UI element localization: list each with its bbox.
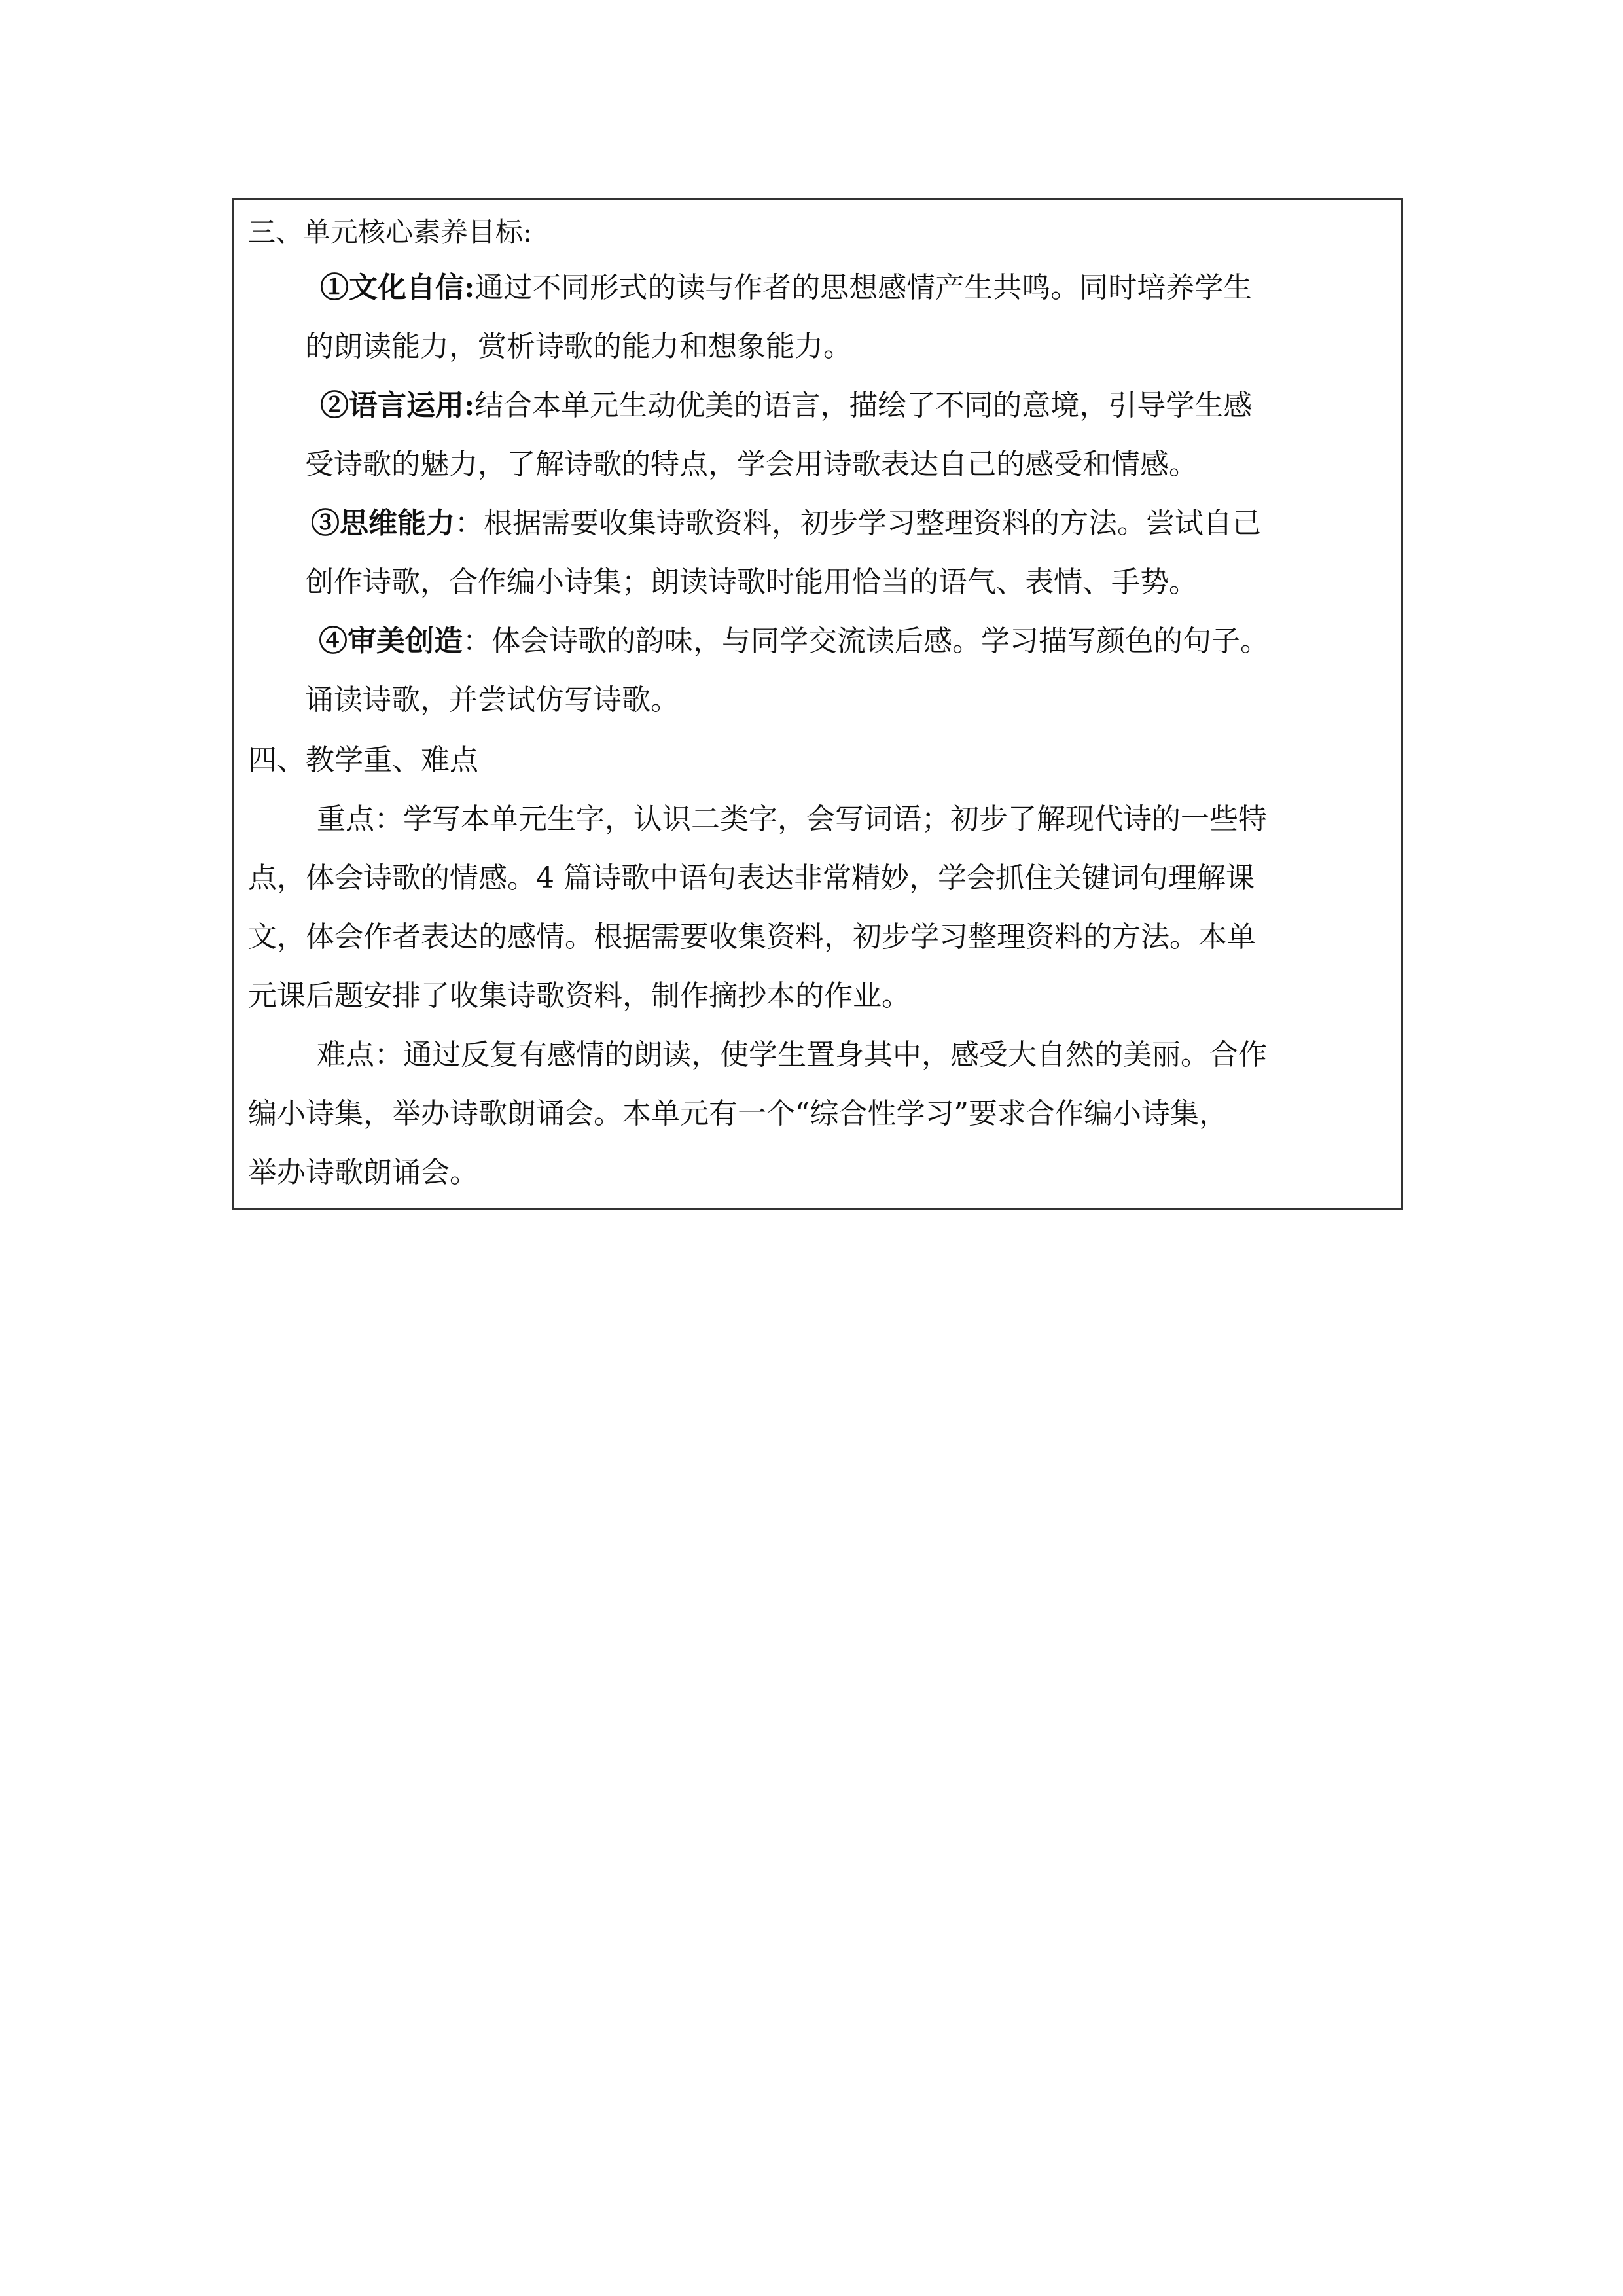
goal-aesthetic-creation <box>248 612 1387 730</box>
paragraph-line: 重点：学写本单元生字，认识二类字，会写词语；初步了解现代诗的一些特 <box>317 802 1267 836</box>
goal-label: ④审美创造 <box>319 624 463 658</box>
goal-text: 通过不同形式的读与作者的思想感情产生共鸣。同时培养学生 <box>474 271 1253 304</box>
goal-text: ：体会诗歌的韵味，与同学交流读后感。学习描写颜色的句子。 <box>463 624 1269 658</box>
goal-text: 诵读诗歌，并尝试仿写诗歌。 <box>305 683 679 717</box>
paragraph-line: 编小诗集，举办诗歌朗诵会。本单元有一个“综合性学习”要求合作编小诗集， <box>248 1097 1228 1130</box>
goal-thinking-ability <box>248 494 1387 612</box>
goal-language-use <box>248 376 1387 494</box>
goal-text: 受诗歌的魅力，了解诗歌的特点，学会用诗歌表达自己的感受和情感。 <box>305 448 1198 481</box>
goal-text: 结合本单元生动优美的语言，描绘了不同的意境，引导学生感 <box>474 389 1253 422</box>
goal-text: 的朗读能力，赏析诗歌的能力和想象能力。 <box>305 330 852 363</box>
goal-label: ②语言运用: <box>320 389 475 422</box>
goal-label: ③思维能力 <box>311 507 455 540</box>
goal-cultural-confidence <box>248 259 1387 376</box>
goal-label: ①文化自信: <box>320 271 475 304</box>
paragraph-line: 元课后题安排了收集诗歌资料，制作摘抄本的作业。 <box>248 979 910 1013</box>
goal-text: 创作诗歌，合作编小诗集；朗读诗歌时能用恰当的语气、表情、手势。 <box>305 565 1198 599</box>
section-3-heading: 三、单元核心素养目标: <box>248 216 533 248</box>
content-table-cell <box>232 198 1403 1210</box>
goal-text: ：根据需要收集诗歌资料，初步学习整理资料的方法。尝试自己 <box>455 507 1261 540</box>
paragraph-line: 难点：通过反复有感情的朗读，使学生置身其中，感受大自然的美丽。合作 <box>317 1038 1267 1071</box>
paragraph-line: 举办诗歌朗诵会。 <box>248 1156 478 1189</box>
section-4-heading: 四、教学重、难点 <box>248 744 478 777</box>
paragraph-line: 点，体会诗歌的情感。4 篇诗歌中语句表达非常精妙，学会抓住关键词句理解课 <box>248 861 1255 895</box>
difficult-points-paragraph <box>248 1026 1387 1202</box>
paragraph-line: 文，体会作者表达的感情。根据需要收集资料，初步学习整理资料的方法。本单 <box>248 920 1256 954</box>
key-points-paragraph <box>248 790 1387 1026</box>
